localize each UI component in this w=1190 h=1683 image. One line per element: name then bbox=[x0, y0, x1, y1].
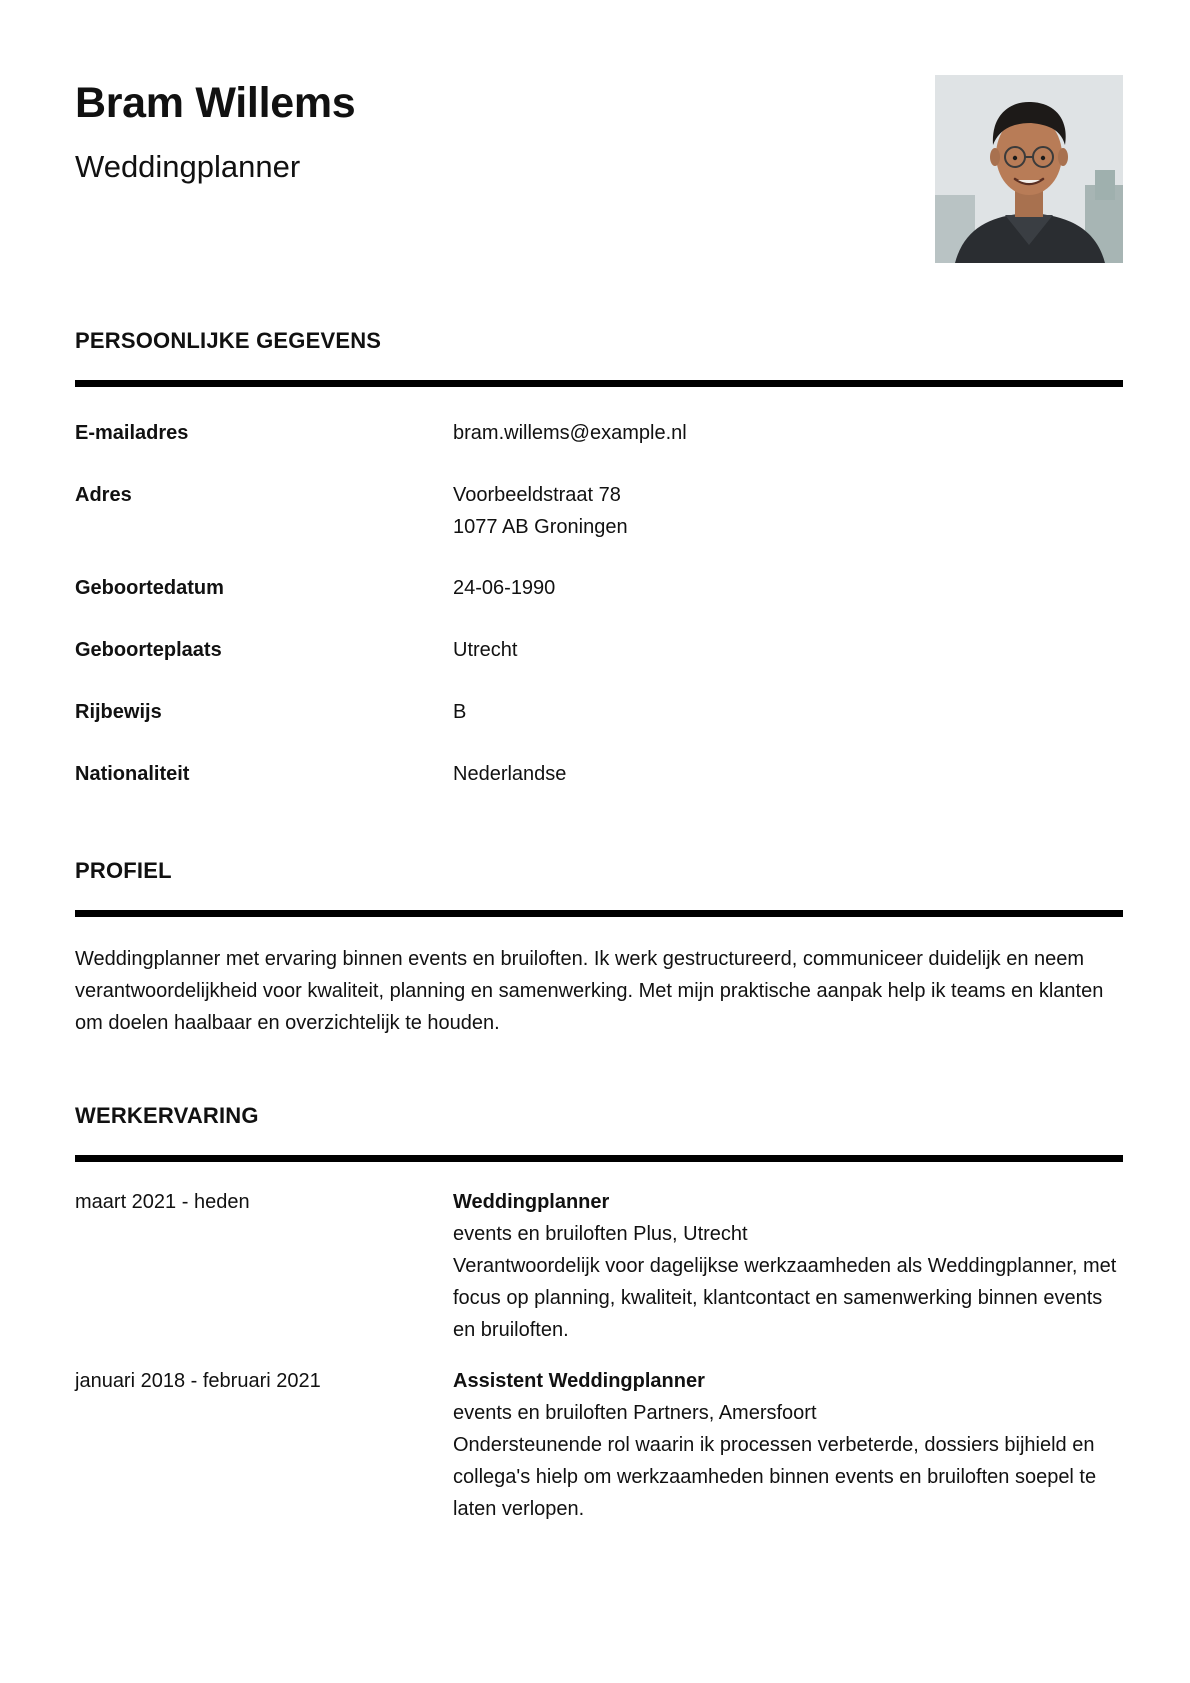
profile-photo bbox=[935, 75, 1123, 263]
experience-role: Assistent Weddingplanner bbox=[453, 1370, 705, 1392]
value-drivers-license: B bbox=[453, 701, 467, 723]
section-title-personal: PERSOONLIJKE GEGEVENS bbox=[75, 328, 382, 353]
section-divider bbox=[75, 380, 1123, 387]
section-divider bbox=[75, 910, 1123, 917]
value-birthplace: Utrecht bbox=[453, 639, 518, 661]
experience-description: Ondersteunende rol waarin ik processen verbeterde, dossiers bijhield en collega's hielp om werkzaamheden binnen events en bruiloften soepel te laten verlopen. bbox=[453, 1434, 1097, 1520]
label-address: Adres bbox=[75, 484, 132, 506]
section-title-profile: PROFIEL bbox=[75, 858, 172, 883]
value-birthdate: 24-06-1990 bbox=[453, 577, 556, 599]
label-nationality: Nationaliteit bbox=[75, 763, 190, 785]
label-birthplace: Geboorteplaats bbox=[75, 639, 222, 661]
value-address-city: 1077 AB Groningen bbox=[453, 516, 628, 538]
candidate-name: Bram Willems bbox=[75, 79, 356, 127]
experience-description: Verantwoordelijk voor dagelijkse werkzaamheden als Weddingplanner, met focus op planning, kwaliteit, klantcontact en samenwerking binnen events en bruiloften. bbox=[453, 1255, 1117, 1341]
experience-company: events en bruiloften Plus, Utrecht bbox=[453, 1223, 748, 1245]
value-nationality: Nederlandse bbox=[453, 763, 567, 785]
label-email: E-mailadres bbox=[75, 422, 189, 444]
experience-role: Weddingplanner bbox=[453, 1191, 610, 1213]
experience-period: maart 2021 - heden bbox=[75, 1191, 250, 1213]
value-address-street: Voorbeeldstraat 78 bbox=[453, 484, 621, 506]
candidate-job-title: Weddingplanner bbox=[75, 149, 301, 184]
label-drivers-license: Rijbewijs bbox=[75, 701, 162, 723]
experience-period: januari 2018 - februari 2021 bbox=[75, 1370, 321, 1392]
profile-summary: Weddingplanner met ervaring binnen events en bruiloften. Ik werk gestructureerd, communiceer duidelijk en neem verantwoordelijkheid voor kwaliteit, planning en samenwerking. Met mijn praktische aanpak help ik teams en klanten om doelen haalbaar en overzichtelijk te houden. bbox=[75, 948, 1104, 1034]
section-title-experience: WERKERVARING bbox=[75, 1103, 259, 1128]
value-email: bram.willems@example.nl bbox=[453, 422, 687, 444]
experience-company: events en bruiloften Partners, Amersfoort bbox=[453, 1402, 817, 1424]
label-birthdate: Geboortedatum bbox=[75, 577, 224, 599]
section-divider bbox=[75, 1155, 1123, 1162]
